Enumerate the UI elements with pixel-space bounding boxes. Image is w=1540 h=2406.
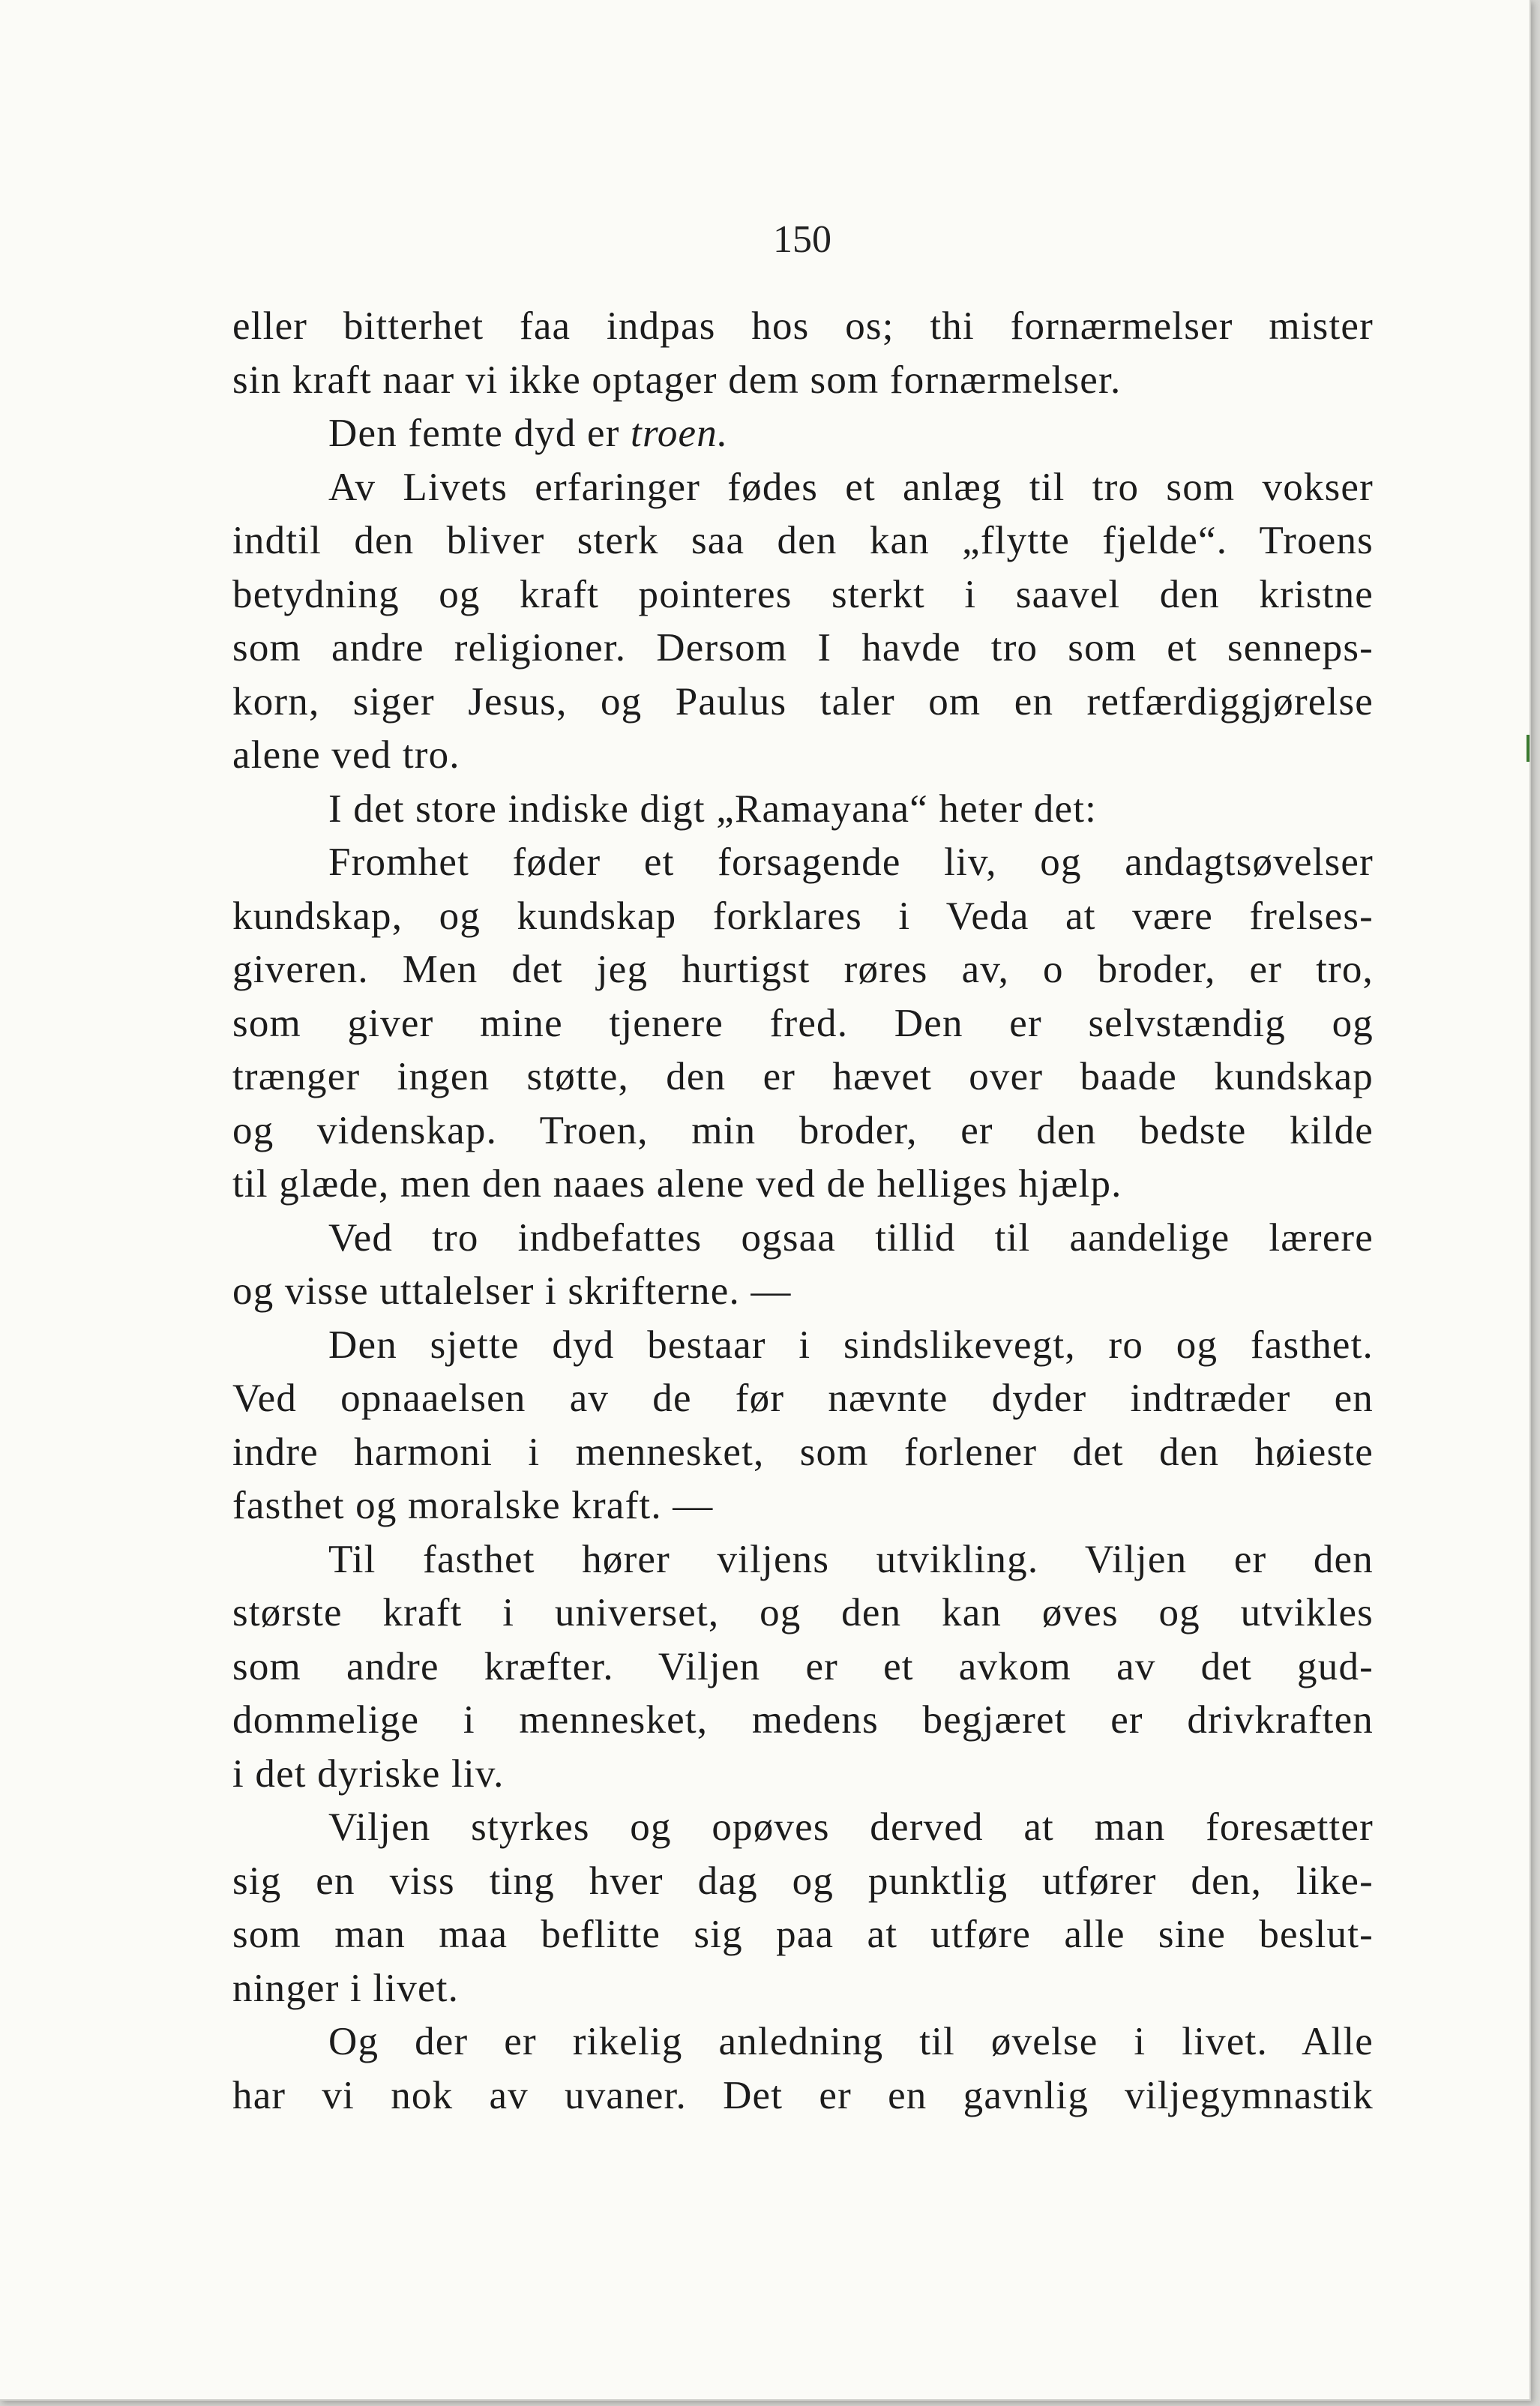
text-line: Av Livets erfaringer fødes et anlæg til tro som vokser [328, 465, 1374, 509]
body-text [232, 300, 1374, 2123]
text-line: trænger ingen støtte, den er hævet over baade kundskap [232, 1055, 1374, 1098]
text-line: i det dyriske liv. [232, 1751, 505, 1796]
scan-edge-mark [1527, 735, 1530, 762]
text-line: Viljen styrkes og opøves derved at man foresætter [328, 1805, 1374, 1849]
text-line [232, 407, 1374, 461]
emphasized-word: troen. [631, 412, 729, 455]
text-line: som man maa beflitte sig paa at utføre alle sine beslut- [232, 1913, 1374, 1956]
text-line: som giver mine tjenere fred. Den er selvstændig og [232, 1001, 1374, 1045]
text-line: som andre kræfter. Viljen er et avkom av det gud- [232, 1644, 1374, 1688]
text-line: og visse uttalelser i skrifterne. — [232, 1269, 792, 1313]
text-line: korn, siger Jesus, og Paulus taler om en retfærdiggjørelse [232, 679, 1374, 724]
text-line: Til fasthet hører viljens utvikling. Viljen er den [328, 1537, 1374, 1581]
text-line: har vi nok av uvaner. Det er en gavnlig viljegymnastik [232, 2073, 1374, 2117]
text-line: indre harmoni i mennesket, som forlener det den høieste [232, 1430, 1374, 1474]
text-line: indtil den bliver sterk saa den kan „flytte fjelde“. Troens [232, 519, 1374, 562]
text-line: og videnskap. Troen, min broder, er den bedste kilde [232, 1108, 1374, 1152]
text-line: største kraft i universet, og den kan øves og utvikles [232, 1591, 1374, 1634]
text-span: Den femte dyd er [328, 412, 631, 455]
text-line: som andre religioner. Dersom I havde tro som et senneps- [232, 626, 1374, 670]
text-line: til glæde, men den naaes alene ved de helliges hjælp. [232, 1162, 1122, 1206]
text-line: Ved tro indbefattes ogsaa tillid til aandelige lærere [328, 1215, 1374, 1260]
text-line: alene ved tro. [232, 733, 460, 777]
text-line: eller bitterhet faa indpas hos os; thi fornærmelser mister [232, 304, 1374, 348]
text-line: kundskap, og kundskap forklares i Veda at være frelses- [232, 894, 1374, 938]
text-line: I det store indiske digt „Ramayana“ heter det: [328, 787, 1098, 831]
text-line: ninger i livet. [232, 1966, 460, 2010]
page-number: 150 [773, 218, 831, 261]
text-line: Den sjette dyd bestaar i sindslikevegt, ro og fasthet. [328, 1323, 1374, 1367]
text-line: dommelige i mennesket, medens begjæret er drivkraften [232, 1698, 1374, 1742]
text-line: giveren. Men det jeg hurtigst røres av, o broder, er tro, [232, 948, 1374, 991]
text-line: sig en viss ting hver dag og punktlig utfører den, like- [232, 1859, 1374, 1903]
text-line: sin kraft naar vi ikke optager dem som fornærmelser. [232, 358, 1122, 402]
text-line: Og der er rikelig anledning til øvelse i livet. Alle [328, 2020, 1374, 2063]
text-line: Fromhet føder et forsagende liv, og andagtsøvelser [328, 840, 1374, 884]
text-line: betydning og kraft pointeres sterkt i saavel den kristne [232, 572, 1374, 616]
text-line: Ved opnaaelsen av de før nævnte dyder indtræder en [232, 1377, 1374, 1420]
text-line: fasthet og moralske kraft. — [232, 1484, 714, 1527]
